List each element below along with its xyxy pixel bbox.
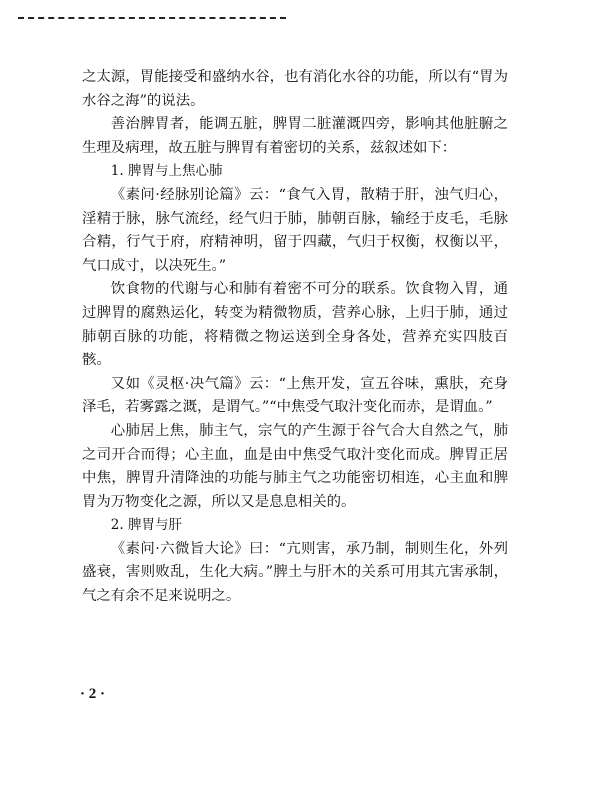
paragraph-lingshu-quote: 又如《灵枢·决气篇》云：“上焦开发，宣五谷味，熏肤，充身泽毛，若雾露之溉，是谓气。”“中焦受气取汁变化而赤，是谓血。” <box>82 375 508 416</box>
page-number: · 2 · <box>80 686 106 702</box>
paragraph-continuation: 之太源，胃能接受和盛纳水谷，也有消化水谷的功能，所以有“胃为水谷之海”的说法。 <box>82 69 508 109</box>
paragraph-liuwei-quote: 《素问·六微旨大论》曰：“亢则害，承乃制，制则生化，外列盛衰，害则败乱，生化大病。”脾土与肝木的关系可用其亢害承制，气之有余不足来说明之。 <box>82 540 508 605</box>
paragraph-heart-lung: 心肺居上焦，肺主气，宗气的产生源于谷气合大自然之气，肺之司开合而得；心主血，血是由中焦受气取汁变化而成。脾胃正居中焦，脾胃升清降浊的功能与肺主气之功能密切相连，心主血和脾胃为万物变化之源，所以又是息息相关的。 <box>82 422 508 510</box>
paragraph-suwen-quote: 《素问·经脉别论篇》云：“食气入胃，散精于肝，浊气归心，淫精于脉，脉气流经，经气归于肺，肺朝百脉，输经于皮毛，毛脉合精，行气于府，府精神明，留于四藏，气归于权衡，权衡以平，气口成寸，以决死生。” <box>82 186 508 274</box>
body-text <box>82 66 508 609</box>
paragraph-metabolism: 饮食物的代谢与心和肺有着密不可分的联系。饮食物入胃，通过脾胃的腐熟运化，转变为精微物质，营养心脉，上归于肺，通过肺朝百脉的功能，将精微之物运送到全身各处，营养充实四肢百骸。 <box>82 281 508 369</box>
header-dashed-rule <box>18 17 286 19</box>
paragraph-intro: 善治脾胃者，能调五脏，脾胃二脏灌溉四旁，影响其他脏腑之生理及病理，故五脏与脾胃有着密切的关系，兹叙述如下： <box>82 116 508 156</box>
section-heading-spleen-stomach-liver: 2. 脾胃与肝 <box>110 517 182 534</box>
section-heading-spleen-stomach-heart-lung: 1. 脾胃与上焦心肺 <box>110 163 223 180</box>
